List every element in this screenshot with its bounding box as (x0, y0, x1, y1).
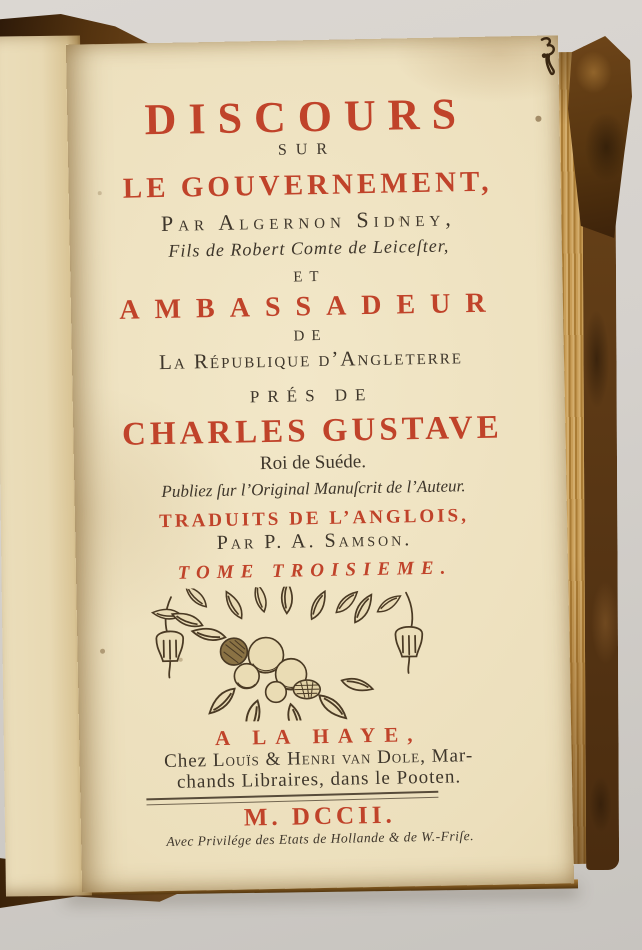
title-page-content (66, 35, 574, 892)
title-line-ambassadeur: AMBASSADEUR (119, 287, 501, 326)
imprint-publisher-prefix: Chez (163, 750, 214, 773)
imprint-city-line: A LA HAYE, (214, 722, 422, 751)
translation-line: TRADUITS DE L’ANGLOIS, (158, 505, 470, 533)
volume-line: TOME TROISIEME. (177, 557, 453, 584)
title-line-pres-de: PRÉS DE (249, 384, 374, 407)
imprint-publisher-names: Louïs & Henri van Dole, (212, 746, 427, 772)
translator-line: Par P. A. Samson. (216, 528, 413, 554)
privilege-line: Avec Privilége des Etats de Hollande & de W.-Friſe. (166, 828, 475, 850)
author-subtitle-line: Fils de Robert Comte de Leiceſter, (168, 235, 450, 261)
publication-note-line: Publiez ſur l’Original Manuſcrit de l’Auteur. (161, 476, 466, 502)
title-page (66, 35, 574, 892)
title-line-discours: DISCOURS (144, 89, 469, 145)
title-line-roi-de-suede: Roi de Suéde. (259, 451, 367, 475)
title-line-republique: La République d’Angleterre (158, 344, 464, 375)
title-line-sur: SUR (277, 140, 337, 159)
title-line-charles-gustave: CHARLES GUSTAVE (121, 409, 503, 453)
imprint-date-line: M. DCCII. (243, 801, 396, 832)
imprint-publisher-line-2: chands Libraires, dans le Pooten. (176, 766, 462, 793)
author-line: Par Algernon Sidney, (160, 205, 456, 237)
title-line-le-gouvernement: LE GOUVERNEMENT, (122, 165, 493, 205)
foxing-specks (66, 45, 68, 47)
ink-squiggle-mark (532, 35, 561, 80)
title-line-et: ET (293, 268, 326, 286)
fruit-garland-ornament (132, 584, 447, 724)
imprint-publisher-suffix: Mar- (425, 745, 474, 768)
title-line-de: DE (293, 327, 328, 345)
